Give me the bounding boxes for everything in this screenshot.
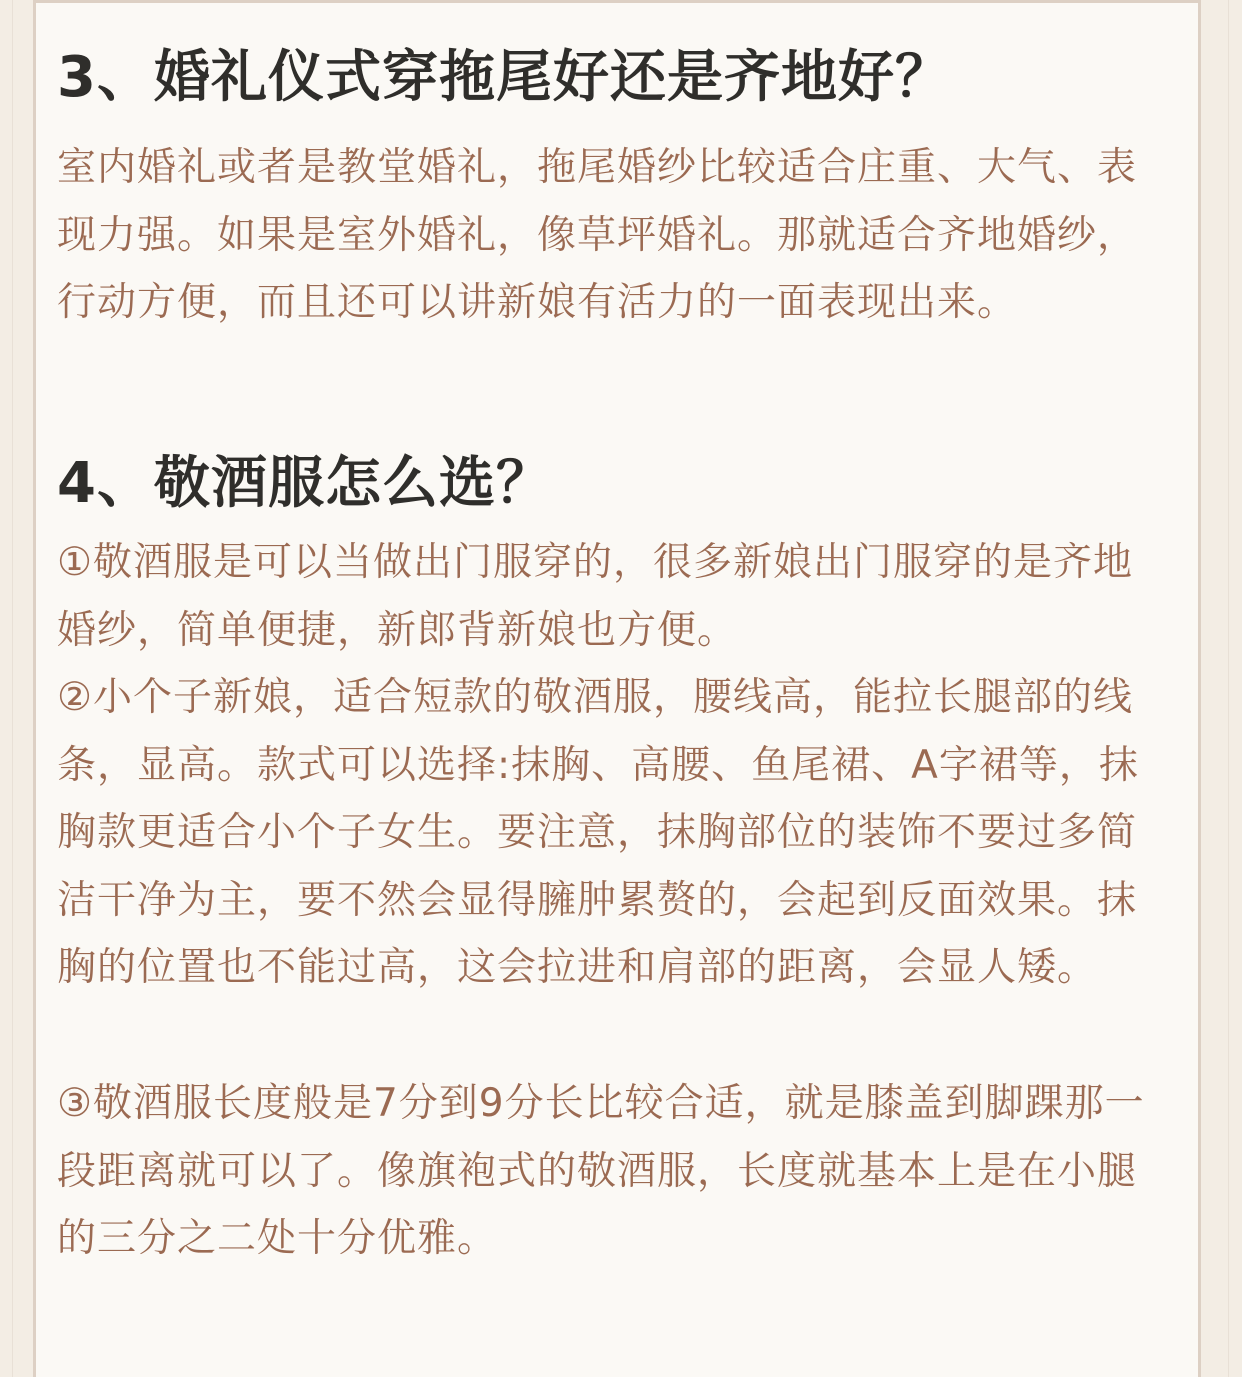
section-4-point-3: ③敬酒服长度般是7分到9分长比较合适，就是膝盖到脚踝那一段距离就可以了。像旗袍式的敬酒服，长度就基本上是在小腿的三分之二处十分优雅。 [57, 1081, 1145, 1261]
page-edge-right [1228, 0, 1229, 1377]
section-4-point-2: ②小个子新娘，适合短款的敬酒服，腰线高，能拉长腿部的线条，显高。款式可以选择:抹胸、高腰、鱼尾裙、A字裙等，抹胸款更适合小个子女生。要注意，抹胸部位的装饰不要过多简洁干净为主，要不然会显得臃肿累赘的，会起到反面效果。抹胸的位置也不能过高，这会拉进和肩部的距离，会显人矮。 [57, 675, 1139, 990]
section-4-point-1: ①敬酒服是可以当做出门服穿的，很多新娘出门服穿的是齐地婚纱，简单便捷，新郎背新娘也方便。 [57, 540, 1133, 653]
section-3-paragraph: 室内婚礼或者是教堂婚礼，拖尾婚纱比较适合庄重、大气、表现力强。如果是室外婚礼，像草坪婚礼。那就适合齐地婚纱，行动方便，而且还可以讲新娘有活力的一面表现出来。 [57, 145, 1138, 325]
section-3-heading: 3、婚礼仪式穿拖尾好还是齐地好？ [57, 45, 952, 110]
section-4-heading: 4、敬酒服怎么选？ [57, 451, 553, 516]
page-edge-left [12, 0, 13, 1377]
